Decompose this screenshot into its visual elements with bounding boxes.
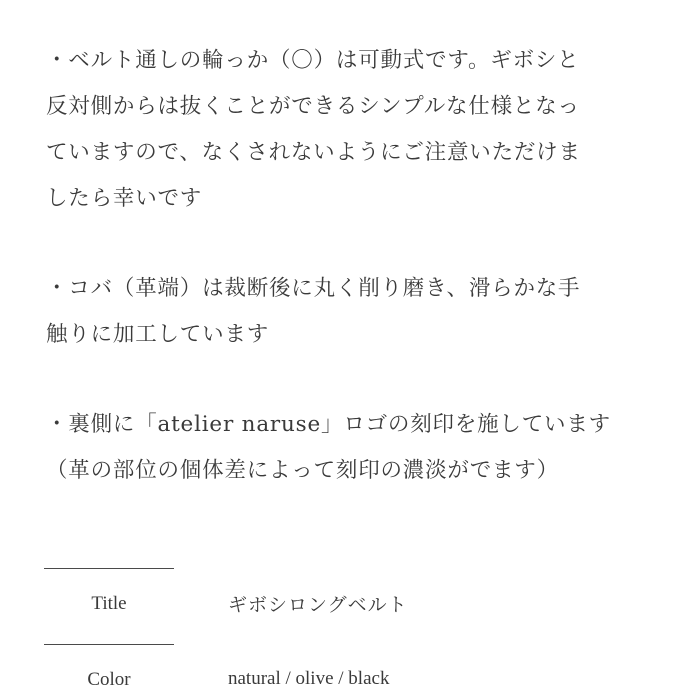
spec-title-value: ギボシロングベルト (228, 594, 408, 616)
note-line: ・コバ（革端）は裁断後に丸く削り磨き、滑らかな手 (46, 276, 581, 301)
spec-divider (44, 568, 174, 569)
spec-color-value: natural / olive / black (228, 668, 390, 689)
note-logo-stamp (46, 402, 661, 494)
spec-color-label: Color (87, 669, 131, 690)
note-line: したら幸いです (46, 186, 203, 211)
note-line: 触りに加工しています (46, 322, 270, 347)
spec-title-label: Title (91, 593, 127, 614)
note-edge-finish (46, 266, 661, 358)
note-belt-loop (46, 38, 661, 222)
note-line: 反対側からは抜くことができるシンプルな仕様となっ (46, 94, 580, 119)
note-line: ていますので、なくされないようにご注意いただけま (46, 140, 581, 165)
note-line: （革の部位の個体差によって刻印の濃淡がでます） (46, 458, 559, 483)
note-line: ・裏側に「atelier naruse」ロゴの刻印を施しています (46, 412, 611, 437)
spec-divider (44, 644, 174, 645)
note-line: ・ベルト通しの輪っか（〇）は可動式です。ギボシと (46, 48, 580, 73)
